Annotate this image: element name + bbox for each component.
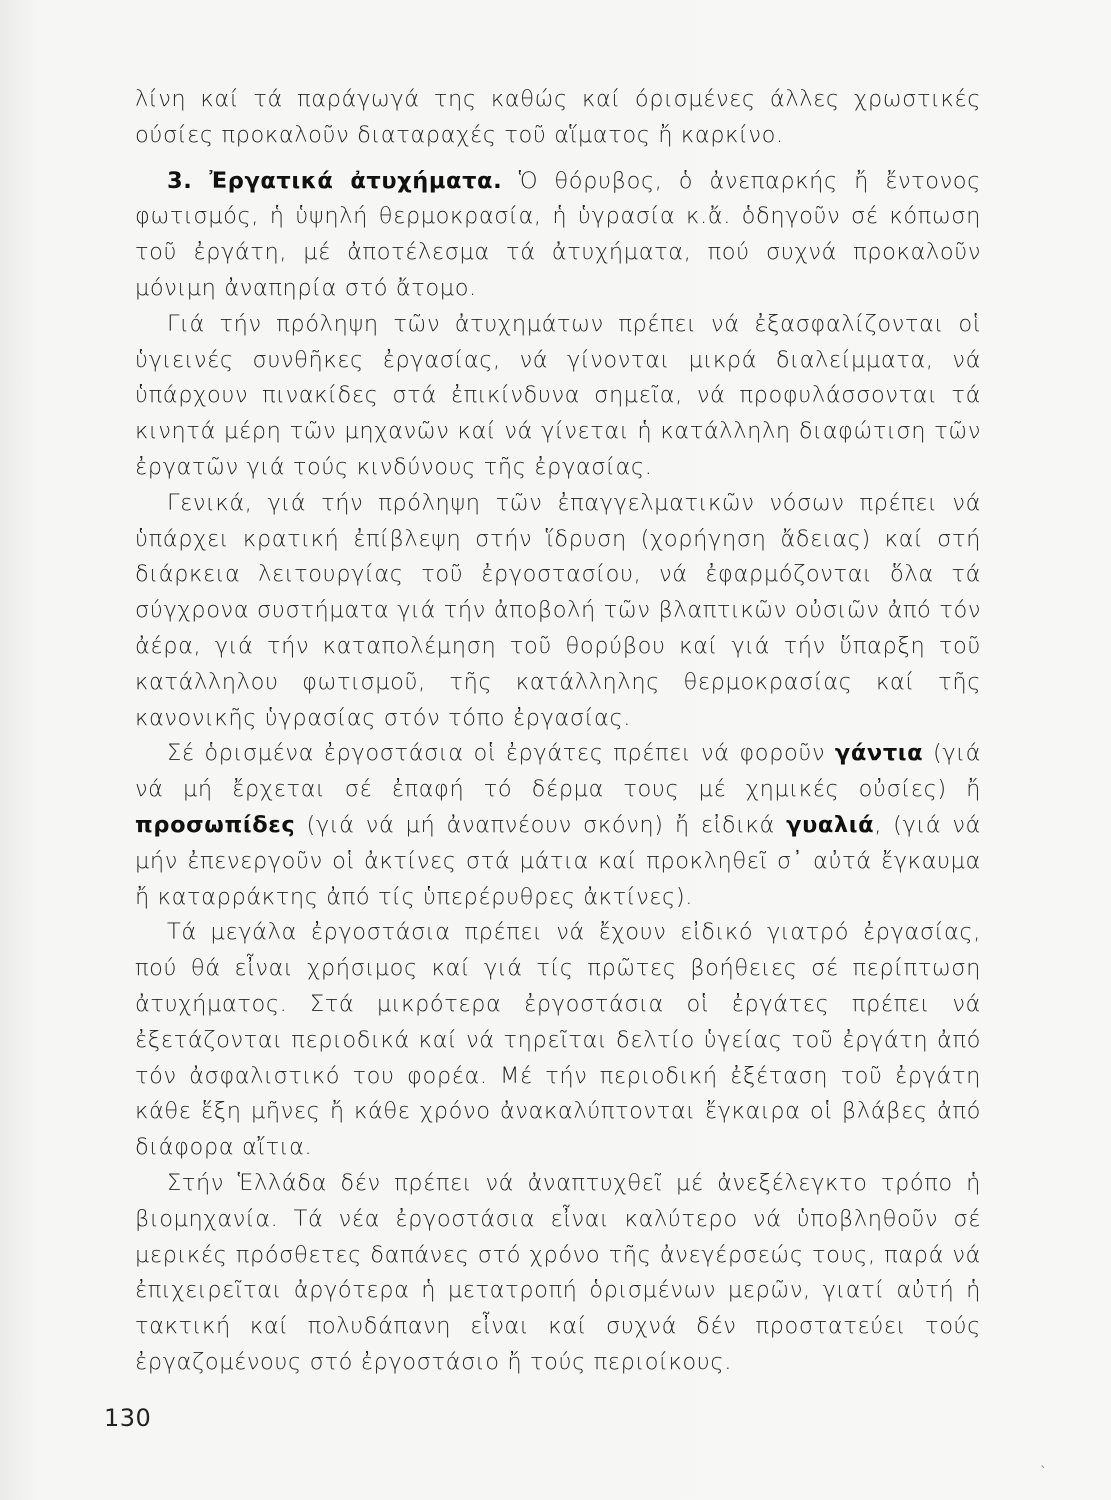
paragraph-gap bbox=[135, 154, 981, 164]
text-run: (γιά νά μή ἔρχεται σέ ἐπαφή τό δέρμα τους μέ χημικές οὐσίες) ἤ bbox=[135, 740, 981, 803]
term-masks: προσωπίδες bbox=[135, 811, 296, 838]
paragraph-disease-prevention: Γενικά, γιά τήν πρόληψη τῶν ἐπαγγελματικῶν νόσων πρέπει νά ὑπάρχει κρατική ἐπίβλεψη στήν ἵδρυση (χορήγηση ἄδειας) καί στή διάρκεια λειτουργίας τοῦ ἐργοστασίου, νά ἐφαρμόζονται ὅλα τά σύγχρονα συστήματα γιά τήν ἀποβολή τῶν βλαπτικῶν οὐσιῶν ἀπό τόν ἀέρα, γιά τήν καταπολέμηση τοῦ θορύβου καί γιά τήν ὕπαρξη τοῦ κατάλληλου φωτισμοῦ, τῆς κατάλληλης θερμοκρασίας καί τῆς κανονικῆς ὑγρασίας στόν τόπο ἐργασίας. bbox=[135, 489, 981, 731]
scan-mark: ` bbox=[1040, 1465, 1047, 1481]
section-heading: 3. Ἐργατικά ἀτυχήματα. bbox=[167, 167, 503, 194]
text-run: (γιά νά μή ἀναπνέουν σκόνη) ἤ εἰδικά bbox=[295, 811, 787, 838]
paragraph-accident-prevention: Γιά τήν πρόληψη τῶν ἀτυχημάτων πρέπει νά ἐξασφαλίζονται οἱ ὑγιεινές συνθῆκες ἐργασίας, νά γίνονται μικρά διαλείμματα, νά ὑπάρχουν πινακίδες στά ἐπικίνδυνα σημεῖα, νά προφυλάσσονται τά κινητά μέρη τῶν μηχανῶν καί νά γίνεται ἡ κατάλληλη διαφώτιση τῶν ἐργατῶν γιά τούς κινδύνους τῆς ἐργασίας. bbox=[135, 310, 981, 480]
text-run: , (γιά νά μήν ἐπενεργοῦν οἱ ἀκτίνες στά μάτια καί προκληθεῖ σ᾽ αὐτά ἔγκαυμα ἤ καταρράκτης ἀπό τίς ὑπερέρυθρες ἀκτίνες). bbox=[135, 811, 981, 910]
text-run: Σέ ὁρισμένα ἐργοστάσια οἱ ἐργάτες πρέπει νά φοροῦν bbox=[167, 740, 835, 767]
term-gloves: γάντια bbox=[834, 740, 924, 767]
paragraph-text: Ὁ θόρυβος, ὁ ἀνεπαρκής ἤ ἔντονος φωτισμός, ἡ ὑψηλή θερμοκρασία, ἡ ὑγρασία κ.ἄ. ὁδηγοῦν σέ κόπωση τοῦ ἐργάτη, μέ ἀποτέλεσμα τά ἀτυχήματα, πού συχνά προκαλοῦν μόνιμη ἀναπηρία στό ἄτομο. bbox=[135, 167, 981, 301]
paragraph-continuation: λίνη καί τά παράγωγά της καθώς καί όρισμένες άλλες χρωστικές ούσίες προκαλοῦν διαταραχές τοῦ αἵματος ἤ καρκίνο. bbox=[135, 86, 981, 148]
paragraph-section-3 bbox=[135, 164, 981, 307]
paragraph-greece-industry: Στήν Ἑλλάδα δέν πρέπει νά ἀναπτυχθεῖ μέ ἀνεξέλεγκτο τρόπο ἡ βιομηχανία. Τά νέα ἐργοστάσια εἶναι καλύτερο νά ὑποβληθοῦν σέ μερικές πρόσθετες δαπάνες στό χρόνο τῆς ἀνεγέρσεώς τους, παρά νά ἐπιχειρεῖται ἀργότερα ἡ μετατροπή ὁρισμένων μερῶν, γιατί αὐτή ἡ τακτική καί πολυδάπανη εἶναι καί συχνά δέν προστατεύει τούς ἐργαζομένους στό ἐργοστάσιο ἤ τούς περιοίκους. bbox=[135, 1169, 981, 1375]
paragraph-protective-equipment bbox=[135, 736, 981, 915]
body-text bbox=[135, 82, 981, 1381]
term-goggles: γυαλιά bbox=[786, 811, 875, 838]
paragraph-occupational-doctor: Τά μεγάλα ἐργοστάσια πρέπει νά ἔχουν εἰδικό γιατρό ἐργασίας, πού θά εἶναι χρήσιμος καί γιά τίς πρῶτες βοήθειες σέ περίπτωση ἀτυχήματος. Στά μικρότερα ἐργοστάσια οἱ ἐργάτες πρέπει νά ἐξετάζονται περιοδικά καί νά τηρεῖται δελτίο ὑγείας τοῦ ἐργάτη ἀπό τόν ἀσφαλιστικό του φορέα. Μέ τήν περιοδική ἐξέταση τοῦ ἐργάτη κάθε ἕξη μῆνες ἤ κάθε χρόνο ἀνακαλύπτονται ἔγκαιρα οἱ βλάβες ἀπό διάφορα αἴτια. bbox=[135, 919, 981, 1161]
page-number: 130 bbox=[104, 1404, 152, 1432]
